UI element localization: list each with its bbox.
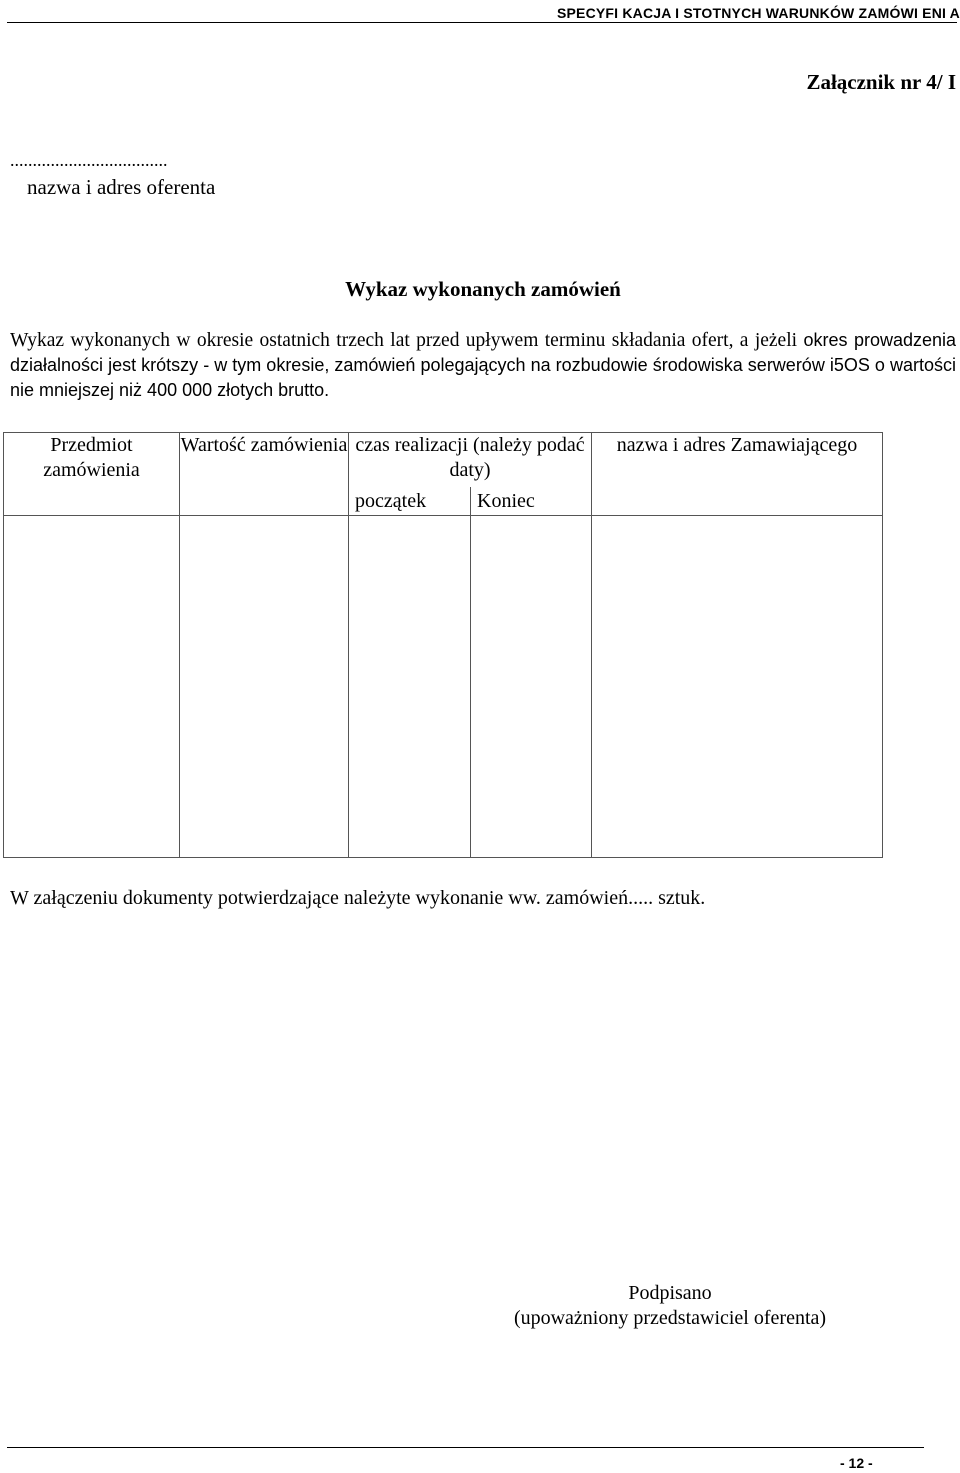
- attachment-label: Załącznik nr 4/ I: [806, 70, 956, 94]
- value-cell: [180, 515, 349, 857]
- client-cell: [592, 515, 883, 857]
- document-title: Wykaz wykonanych zamówień: [345, 277, 621, 301]
- header-divider: [7, 22, 957, 23]
- table-row: [4, 515, 883, 857]
- header-end: Koniec: [471, 487, 592, 516]
- header-realization-time: czas realizacji (należy podać daty): [349, 433, 592, 487]
- offeror-label: nazwa i adres oferenta: [27, 175, 216, 199]
- end-cell: [471, 515, 592, 857]
- header-subject: Przedmiot zamówienia: [4, 433, 180, 516]
- page-number: - 12 -: [840, 1455, 873, 1471]
- footer-divider: [7, 1447, 924, 1448]
- offeror-dotted-line: ...................................: [10, 150, 168, 170]
- intro-line-1: Wykaz wykonanych w okresie ostatnich trzech lat przed upływem terminu składania ofert, a jeżeli: [10, 330, 798, 351]
- orders-table: [3, 432, 883, 858]
- header-client: nazwa i adres Zamawiającego: [592, 433, 883, 516]
- signature-role: (upoważniony przedstawiciel oferenta): [513, 1307, 827, 1329]
- attachments-note: W załączeniu dokumenty potwierdzające należyte wykonanie ww. zamówień..... sztuk.: [10, 887, 706, 909]
- running-header-title: SPECYFI KACJA I STOTNYCH WARUNKÓW ZAMÓWI ENI A: [556, 5, 960, 21]
- signature-label: Podpisano: [628, 1282, 712, 1304]
- signature-block: [470, 1281, 870, 1331]
- subject-cell: [4, 515, 180, 857]
- intro-line-2: okres prowadzenia działalności jest krótszy - w tym okresie, zamówień polegających na rozbudowie środowiska serwerów i5OS o wartości nie mniejszej niż 400 000 złotych brutto.: [10, 330, 957, 400]
- header-value: Wartość zamówienia: [180, 433, 349, 516]
- intro-paragraph: [10, 328, 956, 403]
- start-cell: [349, 515, 471, 857]
- header-start: początek: [349, 487, 471, 516]
